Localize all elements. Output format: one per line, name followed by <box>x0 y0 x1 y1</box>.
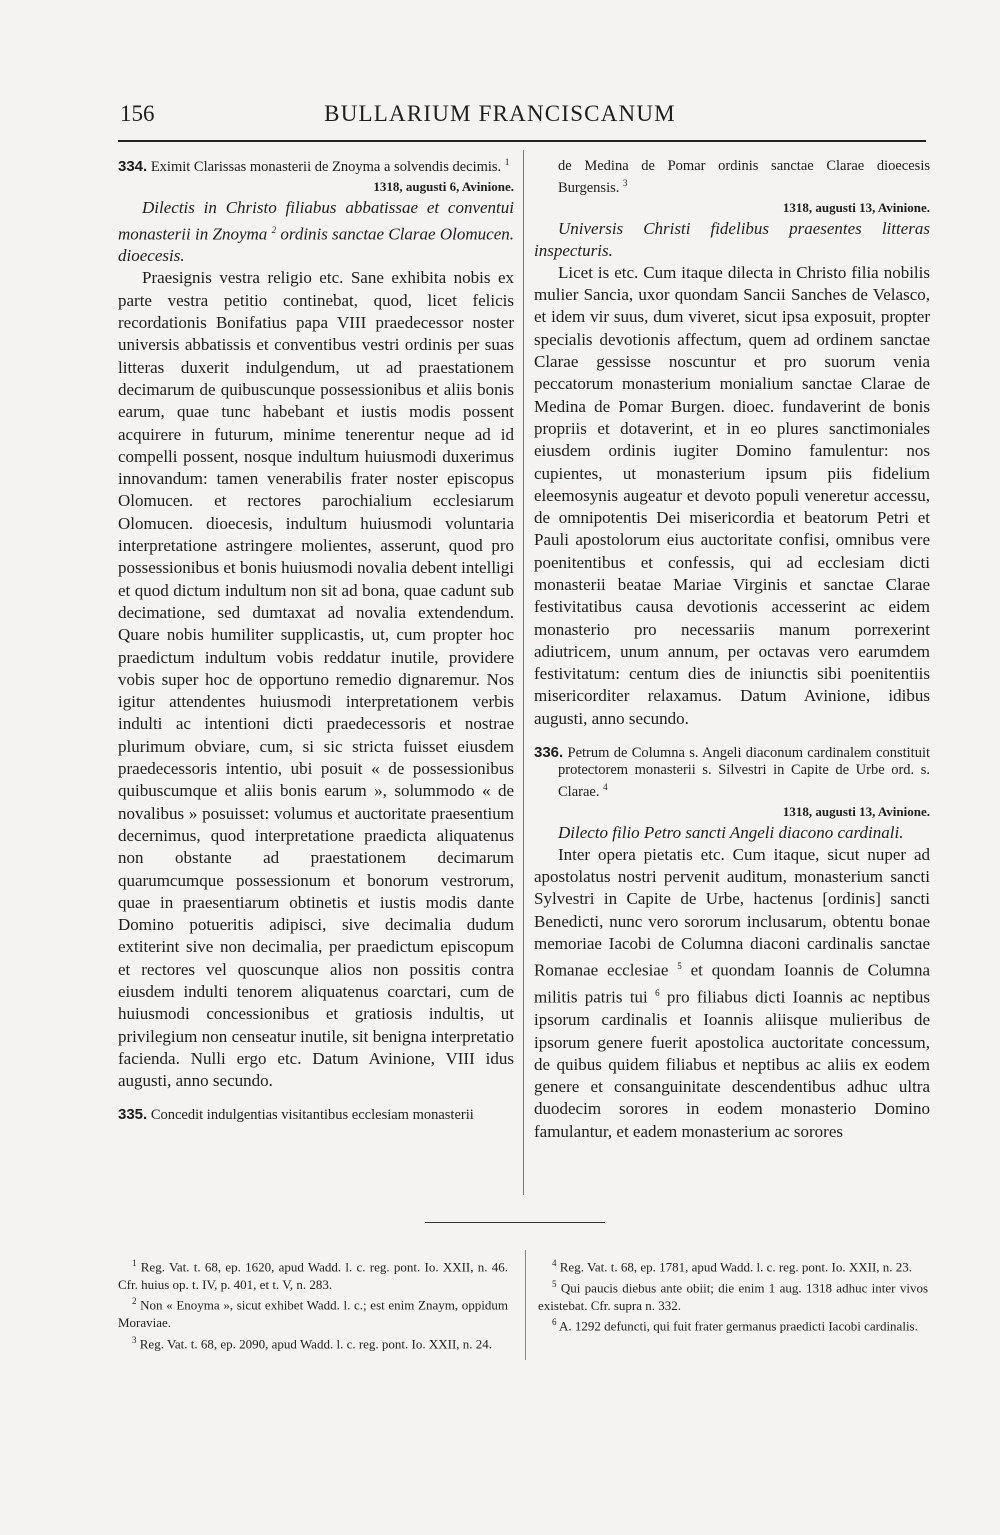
footnote <box>118 1332 508 1353</box>
entry-body: Praesignis vestra religio etc. Sane exhibita nobis ex parte vestra petitio continebat, quod, licet felicis recordationis Bonifatius papa VIII praedecessor noster universis abbatissis et conventibus vestri ordinis per suas litteras duxerit indulgendum, ut ad praestationem decimarum de quibuscunque possessionibus et aliis bonis earum, quae tunc habebant et iustis modis possent acquirere in futurum, minime tenerentur neque ad id compelli possent, nosque indultum huiusmodi duxerimus innovandum: tamen venerabilis frater noster episcopus Olomucen. et rectores parochialium ecclesiarum Olomucen. dioecesis, indultum huiusmodi voluntaria interpretatione astringere molientes, asserunt, quod pro possessionibus et bonis huiusmodi novalia debent intelligi et quod dictum indultum non sit ad bona, quae cadunt sub decimatione, sed dumtaxat ad novalia extendendum. Quare nobis humiliter supplicastis, ut, cum propter hoc praedictum indultum vobis reddatur inutile, providere vobis super hoc de opportuno remedio dignaremur. Nos igitur attendentes huiusmodi interpretationem verbis indulti ac intentioni dicti praedecessoris et nostrae plurimum obviare, cum, si sic stricta fuisset eiusdem praedecessoris intentio, ubi posuit « de possessionibus quibuscumque et aliis bonis earum », solummodo « de novalibus » posuisset: volumus et auctoritate praesentium decernimus, quod interpretatione praedicta aliquatenus non obstante ad praestationem decimarum quarumcumque possessionum et bonorum vestrorum, quae in praesentiarum obtinetis et iustis modis dante Domino potueritis adipisci, sive decimalia dudum extiterint sive non decimalia, per praedictum episcopum et rectores vel quoscunque alios non possitis contra eiusdem indulti tenorem aliquatenus coarctari, cum de huiusmodi concessionibus et gratiosis indultis, ut privilegium non censeatur inutile, sit benigna interpretatio facienda. Nulli ergo etc. Datum Avinione, VIII idus augusti, anno secundo. <box>118 268 514 1091</box>
footnote-number: 1 <box>132 1258 137 1268</box>
entry-summary: de Medina de Pomar ordinis sanctae Clarae dioecesis Burgensis. <box>558 158 930 196</box>
footnotes-right <box>538 1255 928 1335</box>
entry-body <box>534 844 930 1143</box>
entry-336-heading <box>534 744 930 801</box>
entry-number: 334. <box>118 157 148 175</box>
header-rule <box>118 140 926 142</box>
entry-date: 1318, augusti 13, Avinione. <box>782 199 930 215</box>
entry-335-heading-cont <box>534 158 930 197</box>
footnote <box>538 1255 928 1276</box>
footnote-text: Non « Enoyma », sicut exhibet Wadd. l. c.; est enim Znaym, oppidum Moraviae. <box>118 1297 508 1331</box>
entry-date: 1318, augusti 13, Avinione. <box>782 803 930 819</box>
body-text: Inter opera pietatis etc. Cum itaque, sicut nuper ad apostolatus nostri pervenit auditum, monasterium sancti Sylvestri in Capite de Urbe, hactenus [ordinis] sancti Benedicti, nunc vero sororum inclusarum, obtentu bonae memoriae Iacobi de Columna diaconi cardinalis sanctae Romanae ecclesiae <box>534 844 930 981</box>
footnote-text: Reg. Vat. t. 68, ep. 2090, apud Wadd. l. c. reg. pont. Io. XXII, n. 24. <box>139 1335 493 1351</box>
footnote-number: 4 <box>552 1258 557 1268</box>
footnote <box>538 1314 928 1335</box>
footnote-text: Reg. Vat. t. 68, ep. 1781, apud Wadd. l. c. reg. pont. Io. XXII, n. 23. <box>559 1259 913 1275</box>
footnote <box>118 1293 508 1331</box>
entry-address: Universis Christi fidelibus praesentes litteras inspecturis. <box>534 218 930 260</box>
footnote-number: 5 <box>552 1278 557 1289</box>
footnote-ref: 1 <box>504 157 510 167</box>
entry-number: 336. <box>534 744 564 762</box>
footnote-ref: 6 <box>655 988 660 999</box>
body-text: pro filiabus dicti Ioannis ac neptibus ipsorum cardinalis et Ioannis aliisque mulieribus de ipsorum genere fuerit apostolica auctoritate concessum, de quibus quidem filiabus et neptibus ac aliis ex eodem genere et consanguinitate descendentibus adhuc ultra duodecim sorores in eodem monasterio Domino famulantur, et eadem monasterium ac sorores <box>534 987 931 1141</box>
footnote-number: 2 <box>132 1296 137 1307</box>
entry-summary: Eximit Clarissas monasterii de Znoyma a solvendis decimis. <box>150 158 502 175</box>
footnote-ref: 3 <box>623 178 628 188</box>
footnote-text: Reg. Vat. t. 68, ep. 1620, apud Wadd. l. c. reg. pont. Io. XXII, n. 46. Cfr. huius op. t. IV, p. 401, et t. V, n. 283. <box>118 1259 508 1292</box>
entry-334-heading <box>118 154 514 176</box>
footnote <box>538 1276 928 1314</box>
footnote-text: A. 1292 defuncti, qui fuit frater germanus praedicti Iacobi cardinalis. <box>559 1318 918 1334</box>
entry-address <box>118 197 514 268</box>
footnote <box>118 1255 508 1293</box>
footnote-divider <box>525 1250 526 1360</box>
entry-address: Dilecto filio Petro sancti Angeli diacono cardinali. <box>558 822 904 842</box>
column-divider <box>523 150 524 1195</box>
footnote-text: Qui paucis diebus ante obiit; die enim 1 aug. 1318 adhuc inter vivos existebat. Cfr. supra n. 332. <box>538 1280 929 1313</box>
body-text: et quondam Ioannis de Columna militis patris tui <box>534 961 930 1007</box>
address-text: Dilectis in Christo filiabus abbatissae et conventui monasterii in Znoyma <box>118 197 514 244</box>
left-column <box>118 150 514 1124</box>
footnote-ref: 2 <box>271 224 277 235</box>
footnote-ref: 4 <box>603 782 608 793</box>
footnote-rule <box>425 1222 605 1223</box>
entry-summary: Concedit indulgentias visitantibus ecclesiam monasterii <box>150 1107 474 1124</box>
footnote-ref: 5 <box>677 961 682 972</box>
entry-date: 1318, augusti 6, Avinione. <box>373 178 514 194</box>
running-head: BULLARIUM FRANCISCANUM <box>324 101 676 126</box>
entry-number: 335. <box>118 1106 148 1124</box>
entry-body: Licet is etc. Cum itaque dilecta in Christo filia nobilis mulier Sancia, uxor quondam Sancii Sanches de Velasco, et idem vir suus, dum viveret, sicut ipsa exposuit, propter specialis devotionis affectum, quem ad ordinem sanctae Clarae gessisse noscuntur et pro suorum venia peccatorum monasterium monialium sanctae Clarae de Medina de Pomar Burgen. dioec. fundaverint de bonis propriis et dotaverint, et in eo plures sanctimoniales eiusdem ordinis iugiter Domino famulentur: nos cupientes, ut monasterium ipsum piis fidelium eleemosynis augeatur et devoto populi veneretur accessu, de omnipotentis Dei misericordia et beatorum Petri et Pauli apostolorum eius auctoritate confisi, omnibus vere poenitentibus et confessis, qui ad ecclesiam dicti monasterii beatae Mariae Virginis et sanctae Clarae festivitatibus causa devotionis accesserint ac eidem monasterio pro necessariis manum porrexerint adiutricem, unum annum, per octavas vero earumdem festivitatum: centum dies de iniunctis sibi poenitentiis misericorditer relaxamus. Datum Avinione, idibus augusti, anno secundo. <box>534 262 930 728</box>
entry-summary: Petrum de Columna s. Angeli diaconum cardinalem constituit protectorem monasterii s. Silvestri in Capite de Urbe ord. s. Clarae. <box>558 745 930 800</box>
address-text: ordinis sanctae Clarae Olomucen. dioecesis. <box>118 224 514 266</box>
footnote-number: 6 <box>552 1317 557 1328</box>
footnote-number: 3 <box>132 1334 137 1345</box>
right-column <box>534 150 930 1143</box>
footnotes-left <box>118 1255 508 1352</box>
page-number: 156 <box>120 101 155 126</box>
entry-335-heading <box>118 1106 514 1124</box>
